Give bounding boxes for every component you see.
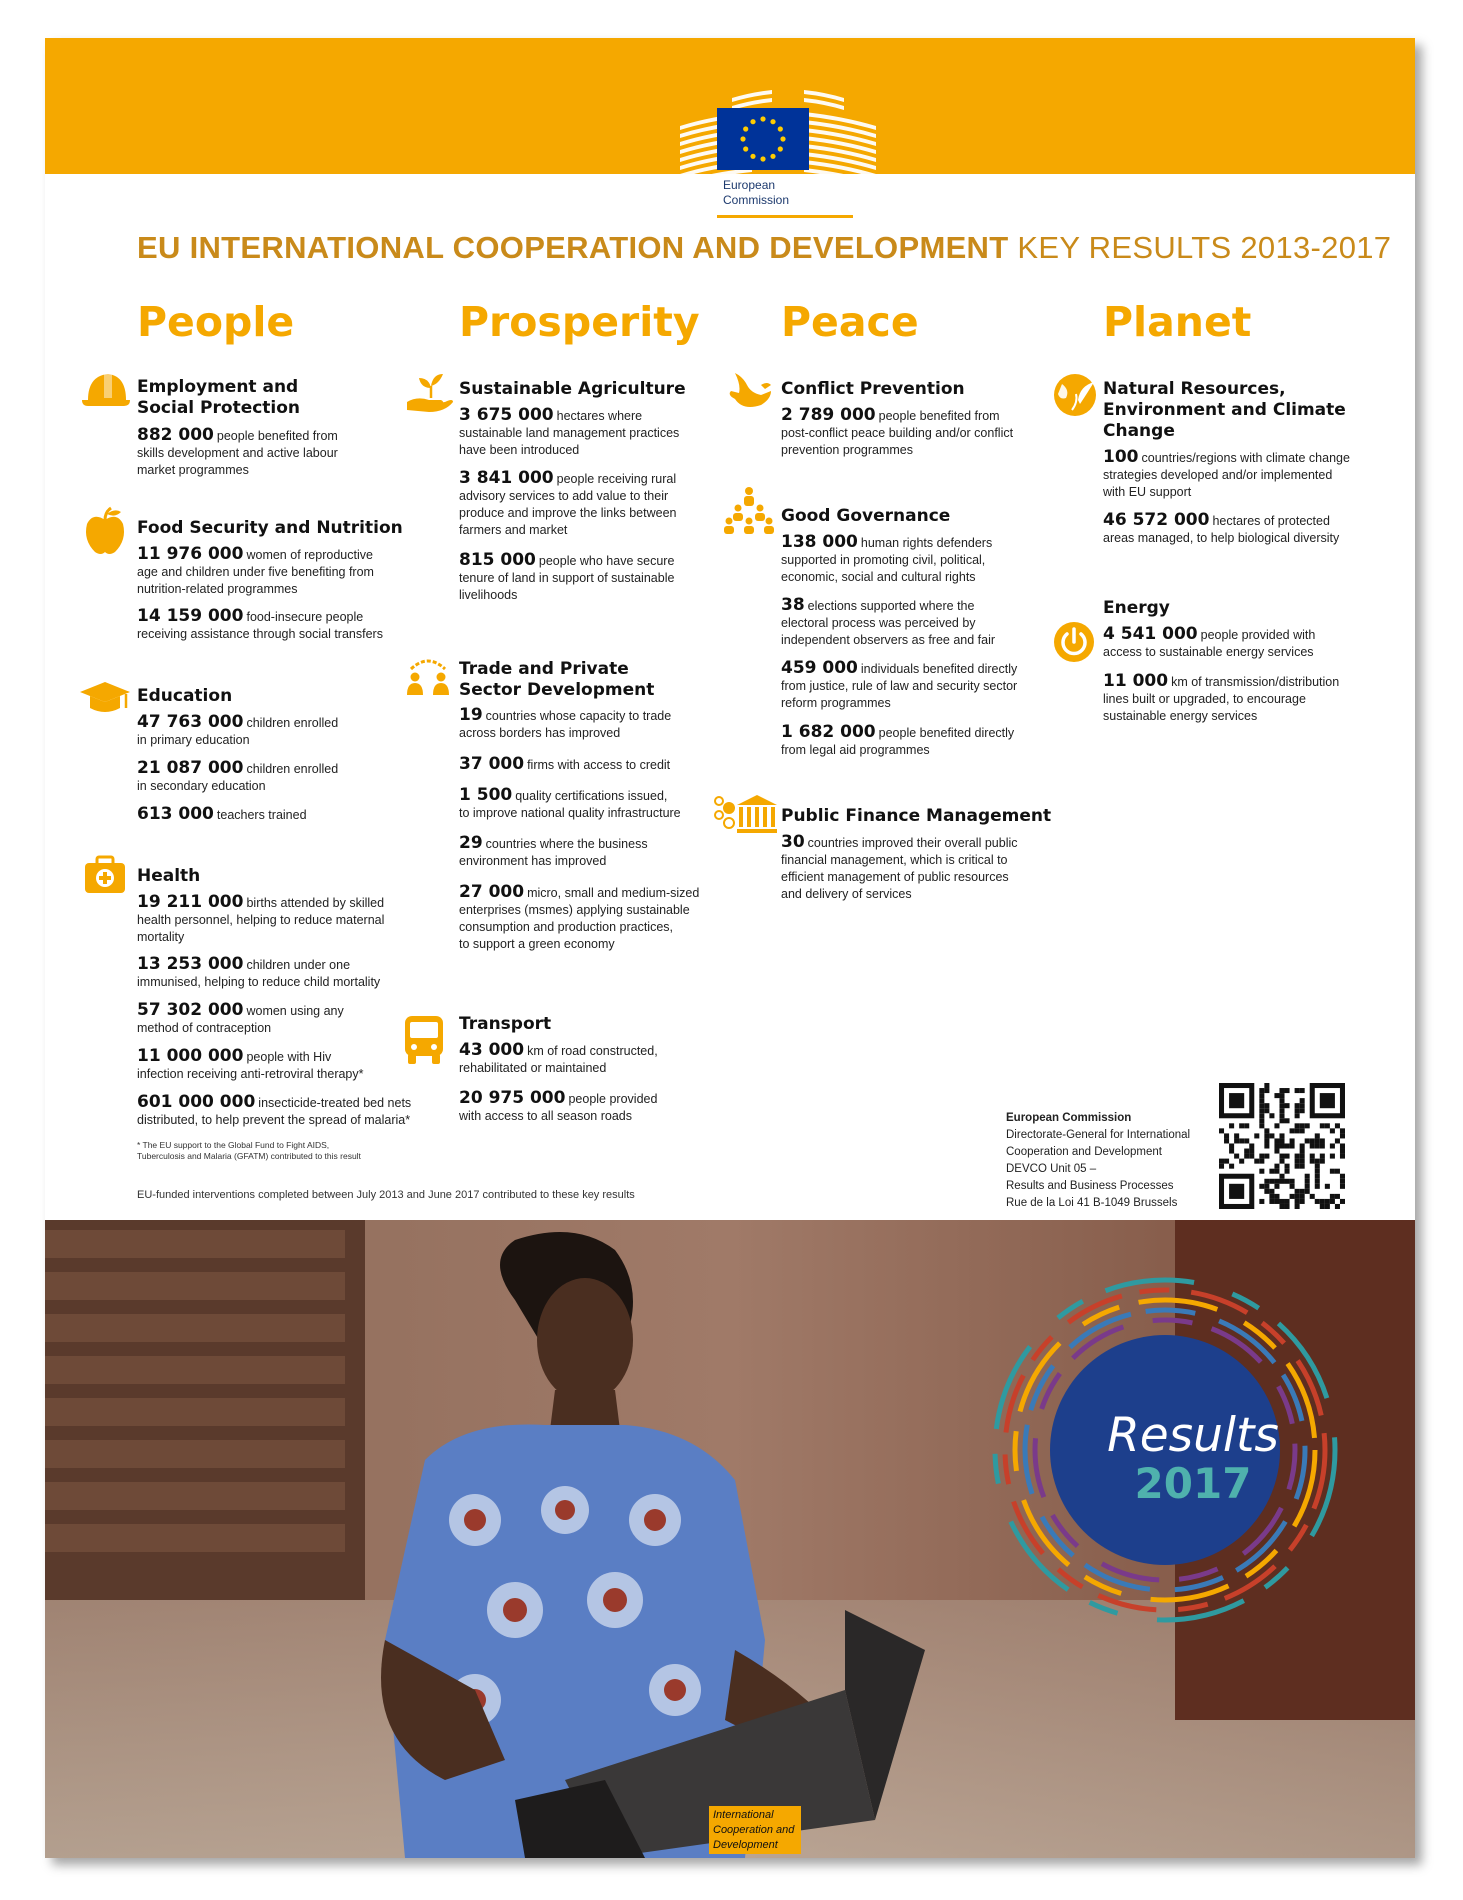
section-governance-title (781, 506, 950, 527)
fact-text: with EU support (1103, 485, 1192, 499)
seedling-hand-icon (405, 372, 455, 414)
fact-item (137, 608, 383, 643)
title-line: Change (1103, 421, 1175, 441)
pillar-prosperity: Prosperity (459, 298, 700, 346)
title-line: Energy (1103, 598, 1170, 618)
fact-number: 11 000 000 (137, 1046, 244, 1066)
fact-item (459, 407, 679, 459)
fact-text: children enrolled (246, 762, 339, 776)
fact-number: 13 253 000 (137, 954, 244, 974)
fact-text: from justice, rule of law and security sector (781, 679, 1018, 693)
medical-kit-icon (83, 855, 127, 895)
fact-number: 11 976 000 (137, 544, 244, 564)
fact-item (137, 760, 338, 795)
fact-text: people with Hiv (246, 1050, 332, 1064)
handshake-people-icon (403, 655, 453, 697)
pillar-people: People (137, 298, 295, 346)
fact-text: across borders has improved (459, 726, 621, 740)
fact-text: teachers trained (216, 808, 307, 822)
section-natural-title (1103, 379, 1346, 442)
fact-item (1103, 449, 1350, 501)
contact-line: Results and Business Processes (1006, 1180, 1174, 1192)
fact-text: people provided (568, 1092, 658, 1106)
fact-number: 4 541 000 (1103, 624, 1198, 644)
pillar-peace: Peace (781, 298, 919, 346)
fact-number: 20 975 000 (459, 1088, 566, 1108)
fact-text: access to sustainable energy services (1103, 645, 1314, 659)
fact-text: infection receiving anti-retroviral therapy* (137, 1067, 364, 1081)
title-line: Food Security and Nutrition (137, 518, 403, 538)
title-bold: EU INTERNATIONAL COOPERATION AND DEVELOPMENT (137, 230, 1009, 265)
fact-text: consumption and production practices, (459, 920, 674, 934)
fact-text: countries whose capacity to trade (485, 709, 672, 723)
fact-text: to support a green economy (459, 937, 615, 951)
fact-number: 29 (459, 833, 483, 853)
fact-number: 3 841 000 (459, 468, 554, 488)
page-title (137, 230, 1391, 266)
fact-item (137, 1094, 411, 1129)
fact-text: quality certifications issued, (515, 789, 668, 803)
title-line: Trade and Private (459, 659, 629, 679)
fact-item (1103, 626, 1315, 661)
title-line: Employment and (137, 377, 299, 397)
fact-text: people benefited from (878, 409, 1000, 423)
fact-number: 14 159 000 (137, 606, 244, 626)
fact-number: 1 500 (459, 785, 513, 805)
fact-item (781, 834, 1018, 903)
apple-icon (83, 506, 127, 556)
fact-text: individuals benefited directly (860, 662, 1018, 676)
fact-text: and delivery of services (781, 887, 912, 901)
fact-item (781, 597, 995, 649)
section-trade-title (459, 659, 654, 701)
fact-item (459, 884, 699, 953)
fact-text: produce and improve the links between (459, 506, 677, 520)
section-finance-title (781, 806, 1051, 827)
fact-text: health personnel, helping to reduce maternal (137, 913, 385, 927)
fact-text: people provided with (1200, 628, 1316, 642)
globe-leaf-icon (1050, 372, 1100, 418)
title-line: Natural Resources, (1103, 379, 1286, 399)
title-light: KEY RESULTS 2013-2017 (1017, 230, 1392, 265)
section-employment-title (137, 377, 300, 419)
fact-number: 459 000 (781, 658, 858, 678)
fact-text: food-insecure people (246, 610, 364, 624)
fact-text: enterprises (msmes) applying sustainable (459, 903, 690, 917)
title-line: Conflict Prevention (781, 379, 965, 399)
fact-text: firms with access to credit (527, 758, 671, 772)
fact-text: strategies developed and/or implemented (1103, 468, 1333, 482)
fact-item (137, 894, 384, 946)
fact-text: children enrolled (246, 716, 339, 730)
fact-text: people who have secure (538, 554, 675, 568)
fact-text: tenure of land in support of sustainable (459, 571, 675, 585)
logo-text-line1: European (723, 178, 776, 192)
section-food-title (137, 518, 403, 539)
logo-underline (717, 215, 853, 218)
fact-text: km of transmission/distribution (1171, 675, 1340, 689)
fact-number: 37 000 (459, 754, 525, 774)
fact-item (137, 546, 374, 598)
fact-text: countries/regions with climate change (1141, 451, 1350, 465)
contact-line: European Commission (1006, 1112, 1132, 1124)
fact-text: efficient management of public resources (781, 870, 1009, 884)
fact-text: nutrition-related programmes (137, 582, 298, 596)
fact-text: lines built or upgraded, to encourage (1103, 692, 1306, 706)
contact-line: DEVCO Unit 05 – (1006, 1163, 1097, 1175)
fact-number: 138 000 (781, 532, 858, 552)
fact-item (781, 407, 1013, 459)
title-line: Transport (459, 1014, 552, 1034)
contact-block (1006, 1110, 1190, 1212)
fact-text: financial management, which is critical to (781, 853, 1008, 867)
contact-line: Directorate-General for International (1006, 1129, 1191, 1141)
fact-text: electoral process was perceived by (781, 616, 976, 630)
fact-item (781, 660, 1017, 712)
fact-text: in primary education (137, 733, 250, 747)
results-label: Results (1107, 1408, 1279, 1463)
fact-item (459, 552, 674, 604)
fact-item (137, 427, 338, 479)
section-energy-title (1103, 598, 1170, 619)
contact-line: Rue de la Loi 41 B-1049 Brussels (1006, 1197, 1178, 1209)
fact-number: 57 302 000 (137, 1000, 244, 1020)
fact-text: human rights defenders (860, 536, 993, 550)
power-icon (1052, 620, 1096, 664)
fact-text: distributed, to help prevent the spread of malaria* (137, 1113, 411, 1127)
fact-text: supported in promoting civil, political, (781, 553, 986, 567)
fact-number: 100 (1103, 447, 1139, 467)
logo-text (723, 178, 789, 208)
fact-text: skills development and active labour (137, 446, 338, 460)
fact-number: 46 572 000 (1103, 510, 1210, 530)
fact-text: post-conflict peace building and/or conflict (781, 426, 1014, 440)
fact-text: women using any (246, 1004, 344, 1018)
fact-number: 27 000 (459, 882, 525, 902)
fact-item (1103, 673, 1339, 725)
fact-text: independent observers as free and fair (781, 633, 996, 647)
graduation-cap-icon (78, 678, 132, 718)
fact-text: to improve national quality infrastructure (459, 806, 681, 820)
fact-number: 30 (781, 832, 805, 852)
fact-text: hectares where (556, 409, 643, 423)
poster (45, 38, 1415, 1858)
logo-text-line2: Commission (723, 193, 790, 207)
fact-text: births attended by skilled (246, 896, 385, 910)
fact-item (459, 1042, 658, 1077)
contact-line: Cooperation and Development (1006, 1146, 1162, 1158)
fact-text: sustainable energy services (1103, 709, 1258, 723)
fact-item (781, 724, 1014, 759)
fact-item (459, 787, 681, 822)
fact-text: have been introduced (459, 443, 580, 457)
footnote-line: Tuberculosis and Malaria (GFATM) contributed to this result (137, 1151, 361, 1161)
footnote-line: * The EU support to the Global Fund to Fight AIDS, (137, 1140, 330, 1150)
fact-item (137, 1048, 364, 1083)
fact-text: age and children under five benefiting from (137, 565, 374, 579)
group-people-icon (723, 486, 775, 534)
european-commission-logo (672, 68, 884, 250)
fact-number: 815 000 (459, 550, 536, 570)
fact-number: 38 (781, 595, 805, 615)
fact-item (137, 806, 307, 824)
fact-text: receiving assistance through social transfers (137, 627, 383, 641)
qr-code[interactable] (1219, 1083, 1345, 1209)
fact-text: reform programmes (781, 696, 891, 710)
fact-text: with access to all season roads (459, 1109, 633, 1123)
fact-text: elections supported where the (807, 599, 975, 613)
fact-number: 882 000 (137, 425, 214, 445)
fact-number: 1 682 000 (781, 722, 876, 742)
fact-text: livelihoods (459, 588, 518, 602)
fact-item (137, 1002, 344, 1037)
photo-woman-with-laptop (45, 1220, 1415, 1858)
tag-line: Cooperation and (713, 1824, 795, 1836)
fact-item (459, 835, 648, 870)
results-year: 2017 (1134, 1459, 1252, 1508)
section-conflict-title (781, 379, 965, 400)
fact-number: 47 763 000 (137, 712, 244, 732)
fact-text: countries improved their overall public (807, 836, 1018, 850)
results-badge (1049, 1410, 1337, 1506)
title-line: Education (137, 686, 233, 706)
hard-hat-icon (80, 368, 132, 412)
fact-text: children under one (246, 958, 351, 972)
fact-item (459, 1090, 657, 1125)
fact-number: 601 000 000 (137, 1092, 256, 1112)
fact-text: sustainable land management practices (459, 426, 680, 440)
fact-item (781, 534, 992, 586)
fact-text: micro, small and medium-sized (527, 886, 700, 900)
fact-text: market programmes (137, 463, 249, 477)
section-education-title (137, 686, 232, 707)
fact-item (1103, 512, 1339, 547)
fact-text: mortality (137, 930, 185, 944)
section-transport-title (459, 1014, 551, 1035)
fact-text: advisory services to add value to their (459, 489, 669, 503)
title-line: Social Protection (137, 398, 301, 418)
fact-text: areas managed, to help biological diversity (1103, 531, 1340, 545)
section-agriculture-title (459, 379, 686, 400)
fact-text: hectares of protected (1212, 514, 1330, 528)
fact-number: 613 000 (137, 804, 214, 824)
fact-text: farmers and market (459, 523, 568, 537)
fact-text: women of reproductive (246, 548, 373, 562)
dove-icon (725, 371, 773, 415)
tag-line: Development (713, 1839, 778, 1851)
fact-text: people benefited directly (878, 726, 1015, 740)
fact-text: people receiving rural (556, 472, 677, 486)
title-line: Sustainable Agriculture (459, 379, 686, 399)
bus-icon (401, 1014, 447, 1066)
fact-text: insecticide-treated bed nets (258, 1096, 412, 1110)
fact-item (459, 756, 670, 774)
bank-coins-icon (713, 791, 777, 837)
fact-number: 2 789 000 (781, 405, 876, 425)
fact-number: 21 087 000 (137, 758, 244, 778)
fact-item (459, 470, 677, 539)
fact-text: economic, social and cultural rights (781, 570, 976, 584)
pillar-planet: Planet (1103, 298, 1252, 346)
fact-number: 19 211 000 (137, 892, 244, 912)
title-line: Environment and Climate (1103, 400, 1346, 420)
fact-text: prevention programmes (781, 443, 914, 457)
fact-text: people benefited from (216, 429, 338, 443)
footer-note: EU-funded interventions completed between July 2013 and June 2017 contributed to these key results (137, 1189, 635, 1201)
fact-text: immunised, helping to reduce child mortality (137, 975, 381, 989)
fact-text: countries where the business (485, 837, 648, 851)
fact-text: from legal aid programmes (781, 743, 930, 757)
fact-number: 43 000 (459, 1040, 525, 1060)
fact-item (137, 714, 338, 749)
fact-text: in secondary education (137, 779, 266, 793)
title-line: Health (137, 866, 201, 886)
fact-text: km of road constructed, (527, 1044, 658, 1058)
tag-line: International (713, 1809, 774, 1821)
section-health-title (137, 866, 200, 887)
fact-text: environment has improved (459, 854, 607, 868)
health-footnote (137, 1140, 361, 1162)
fact-text: method of contraception (137, 1021, 272, 1035)
fact-item (459, 707, 671, 742)
fact-text: rehabilitated or maintained (459, 1061, 607, 1075)
title-line: Sector Development (459, 680, 655, 700)
fact-number: 11 000 (1103, 671, 1169, 691)
fact-number: 19 (459, 705, 483, 725)
intl-cooperation-tag (709, 1806, 801, 1854)
title-line: Public Finance Management (781, 806, 1052, 826)
fact-number: 3 675 000 (459, 405, 554, 425)
fact-item (137, 956, 380, 991)
title-line: Good Governance (781, 506, 951, 526)
